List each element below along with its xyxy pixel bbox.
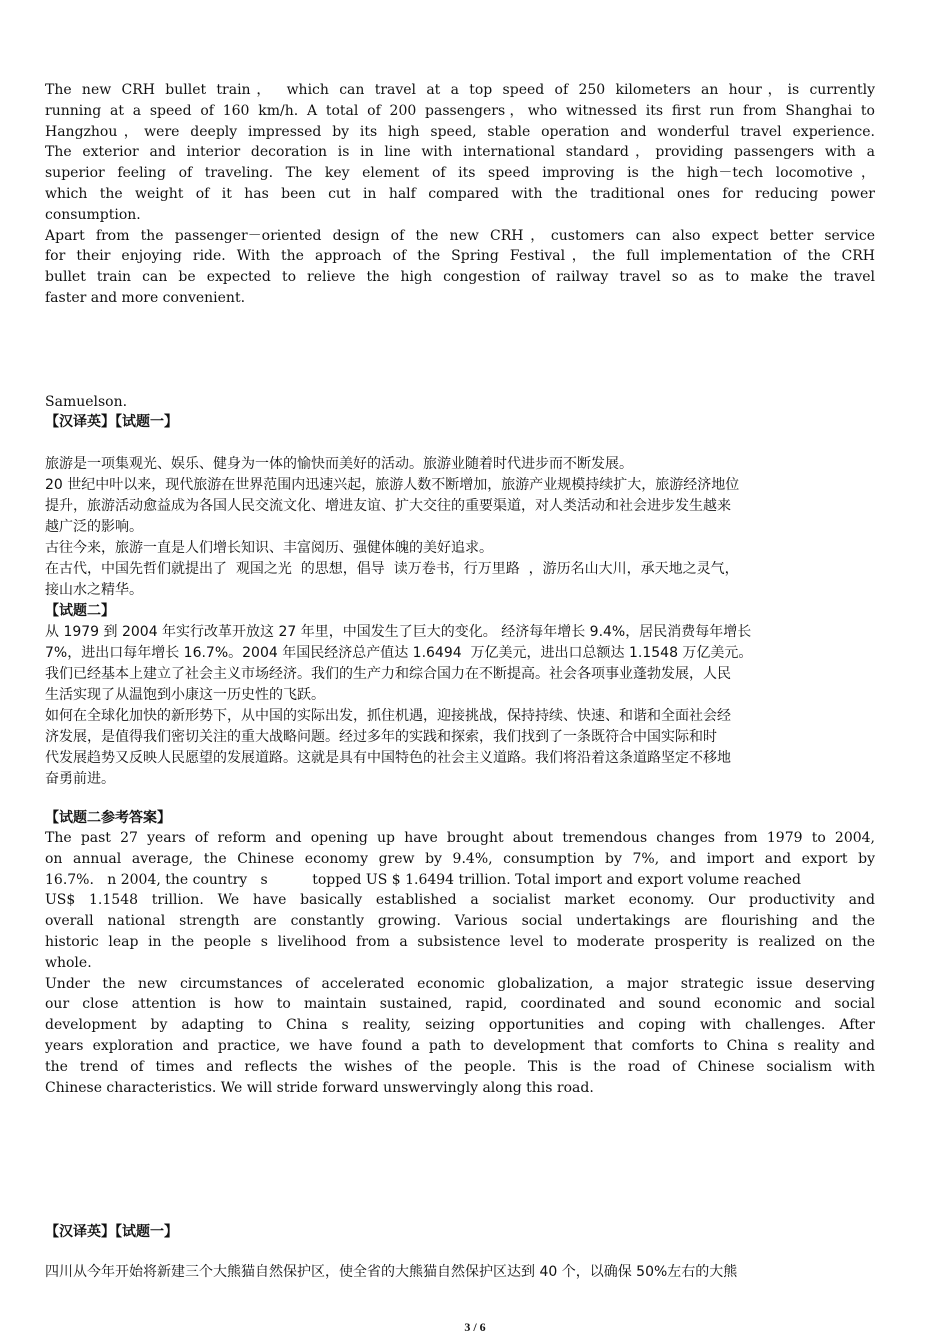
text-line: running at a speed of 160 km/h. A total of 200 passengers，who witnessed its first run from Shanghai to xyxy=(45,102,875,119)
section-heading: 【汉译英】【试题一】 xyxy=(45,414,178,430)
text-line: 如何在全球化加快的新形势下，从中国的实际出发，抓住机遇，迎接挑战，保持持续、快速、和谐和全面社会经 xyxy=(45,708,731,724)
text-line: historic leap in the people s livelihood from a subsistence level to moderate prosperity is realized on the xyxy=(45,933,875,950)
text-line: years exploration and practice, we have found a path to development that comforts to China s reality and xyxy=(45,1037,875,1054)
text-line: superior feeling of traveling. The key element of its speed improving is the high－tech locomotive， xyxy=(45,165,875,182)
chinese-passage-reform xyxy=(45,622,875,790)
text-line: 奋勇前进。 xyxy=(45,771,115,787)
text-line: 7%，进出口每年增长 16.7%。2004 年国民经济总产值达 1.6494 万亿美元，进出口总额达 1.1548 万亿美元。 xyxy=(45,645,753,661)
english-passage-crh xyxy=(45,80,875,309)
text-line: 提升，旅游活动愈益成为各国人民交流文化、增进友谊、扩大交往的重要渠道，对人类活动和社会进步发生越来 xyxy=(45,498,731,514)
section-heading-c2e-1 xyxy=(45,412,875,433)
text-line: overall national strength are constantly growing. Various social undertakings are flourishing and the xyxy=(45,913,875,930)
section-heading: 【试题二】 xyxy=(45,603,115,619)
text-line: our close attention is how to maintain sustained, rapid, coordinated and sound economic and social xyxy=(45,996,875,1013)
english-answer-reform xyxy=(45,828,875,1098)
text-line: bullet train can be expected to relieve the high congestion of railway travel so as to make the travel xyxy=(45,269,875,286)
text-line: faster and more convenient. xyxy=(45,289,246,306)
text-line: US$ 1.1548 trillion. We have basically established a socialist market economy. Our productivity and xyxy=(45,892,875,909)
text-line: Chinese characteristics. We will stride forward unswervingly along this road. xyxy=(45,1079,594,1096)
section-heading: 【试题二参考答案】 xyxy=(45,810,171,826)
section-heading-q2 xyxy=(45,601,875,622)
text-line: 越广泛的影响。 xyxy=(45,519,143,535)
text-line: the trend of times and reflects the wishes of the people. This is the road of Chinese socialism with xyxy=(45,1058,875,1075)
text-line: 古往今来，旅游一直是人们增长知识、丰富阅历、强健体魄的美好追求。 xyxy=(45,540,493,556)
text-line: 四川从今年开始将新建三个大熊猫自然保护区，使全省的大熊猫自然保护区达到 40 个，以确保 50%左右的大熊 xyxy=(45,1264,738,1280)
text-line: 接山水之精华。 xyxy=(45,582,143,598)
text-line: Under the new circumstances of accelerated economic globalization, a major strategic issue deserving xyxy=(45,975,875,992)
text-line: 从 1979 到 2004 年实行改革开放这 27 年里，中国发生了巨大的变化。 经济每年增长 9.4%，居民消费每年增长 xyxy=(45,624,752,640)
section-heading-answer2 xyxy=(45,808,875,829)
section-heading-c2e-2 xyxy=(45,1222,875,1243)
text-line: Hangzhou，were deeply impressed by its high speed, stable operation and wonderful travel experience. xyxy=(45,123,875,140)
chinese-passage-tourism xyxy=(45,454,875,601)
text-line: Apart from the passenger－oriented design of the new CRH，customers can also expect better service xyxy=(45,227,875,244)
text-line: on annual average, the Chinese economy grew by 9.4%, consumption by 7%, and import and export by xyxy=(45,850,875,867)
section-heading: 【汉译英】【试题一】 xyxy=(45,1224,178,1240)
text-line: development by adapting to China s reality, seizing opportunities and coping with challenges. After xyxy=(45,1017,875,1034)
text-line: 在古代，中国先哲们就提出了 观国之光 的思想，倡导 读万卷书，行万里路 ，游历名山大川，承天地之灵气， xyxy=(45,561,739,577)
text-line: whole. xyxy=(45,954,92,971)
text-line: 济发展，是值得我们密切关注的重大战略问题。经过多年的实践和探索，我们找到了一条既符合中国实际和时 xyxy=(45,729,717,745)
text-line: consumption. xyxy=(45,206,141,223)
samuelson-line xyxy=(45,392,875,413)
text-line: The new CRH bullet train， which can travel at a top speed of 250 kilometers an hour，is currently xyxy=(45,82,875,98)
text-line: Samuelson. xyxy=(45,394,128,410)
text-line: 旅游是一项集观光、娱乐、健身为一体的愉快而美好的活动。旅游业随着时代进步而不断发展。 xyxy=(45,456,633,472)
text-line: 代发展趋势又反映人民愿望的发展道路。这就是具有中国特色的社会主义道路。我们将沿着这条道路坚定不移地 xyxy=(45,750,731,766)
text-line: The past 27 years of reform and opening up have brought about tremendous changes from 1979 to 2004, xyxy=(45,830,875,846)
text-line: which the weight of it has been cut in half compared with the traditional ones for reducing power xyxy=(45,185,875,202)
text-line: 我们已经基本上建立了社会主义市场经济。我们的生产力和综合国力在不断提高。社会各项事业蓬勃发展，人民 xyxy=(45,666,731,682)
text-line: 生活实现了从温饱到小康这一历史性的飞跃。 xyxy=(45,687,325,703)
page-number: 3 / 6 xyxy=(464,1320,486,1334)
text-line: for their enjoying ride. With the approach of the Spring Festival，the full implementation of the CRH xyxy=(45,248,875,265)
chinese-passage-panda xyxy=(45,1262,875,1283)
text-line: The exterior and interior decoration is in line with international standard，providing passengers with a xyxy=(45,144,875,161)
text-line: 20 世纪中叶以来，现代旅游在世界范围内迅速兴起，旅游人数不断增加，旅游产业规模持续扩大，旅游经济地位 xyxy=(45,477,740,493)
text-line: 16.7%. n 2004, the country s topped US $ 1.6494 trillion. Total import and export volume reached xyxy=(45,871,801,888)
